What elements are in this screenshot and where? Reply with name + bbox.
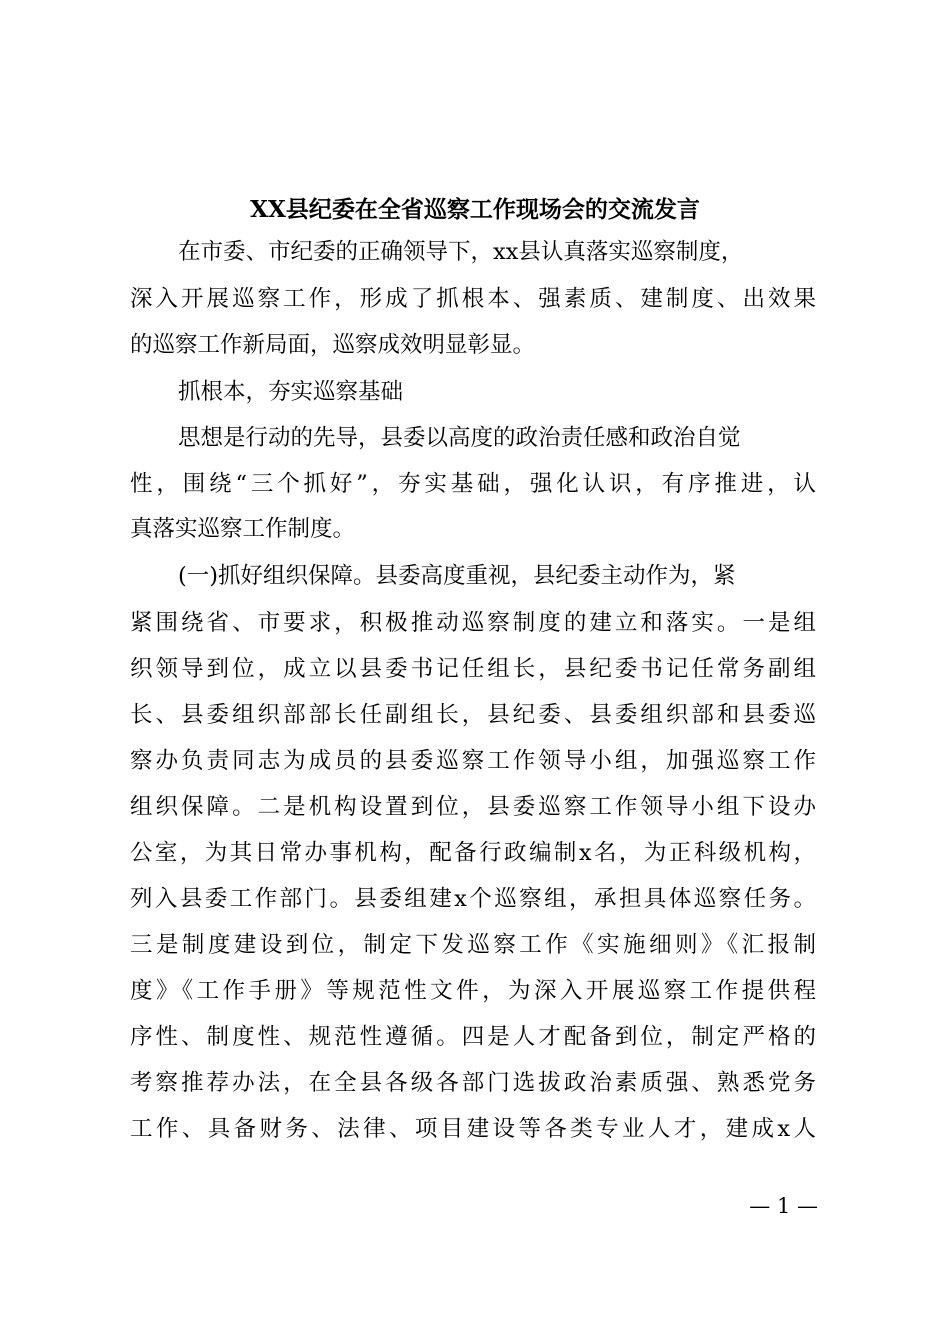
text-line: 在市委、市纪委的正确领导下，xx县认真落实巡察制度， — [178, 239, 744, 265]
section-heading: 抓根本，夯实巡察基础 — [178, 379, 404, 405]
text-line: 组织保障。二是机构设置到位，县委巡察工作领导小组下设办 — [130, 794, 816, 820]
text-line: 工作、具备财务、法律、项目建设等各类专业人才，建成x人 — [130, 1116, 816, 1142]
text-line: 三是制度建设到位，制定下发巡察工作《实施细则》《汇报制 — [130, 932, 816, 958]
text-line: 长、县委组织部部长任副组长，县纪委、县委组织部和县委巡 — [130, 702, 816, 728]
text-line: 察办负责同志为成员的县委巡察工作领导小组，加强巡察工作 — [130, 748, 816, 774]
text-line: 思想是行动的先导，县委以高度的政治责任感和政治自觉 — [178, 425, 741, 451]
page-number: — 1 — — [749, 1194, 818, 1218]
text-line: 性，围绕“三个抓好”，夯实基础，强化认识，有序推进，认 — [130, 471, 816, 497]
text-line: 列入县委工作部门。县委组建x个巡察组，承担具体巡察任务。 — [130, 886, 816, 912]
text-line: 度》《工作手册》等规范性文件，为深入开展巡察工作提供程 — [130, 978, 816, 1004]
text-line: 深入开展巡察工作，形成了抓根本、强素质、建制度、出效果 — [130, 286, 816, 312]
text-line: (一)抓好组织保障。县委高度重视，县纪委主动作为，紧 — [178, 563, 736, 589]
document-title: XX县纪委在全省巡察工作现场会的交流发言 — [250, 196, 700, 223]
text-line: 公室，为其日常办事机构，配备行政编制x名，为正科级机构， — [130, 840, 816, 866]
text-line: 织领导到位，成立以县委书记任组长，县纪委书记任常务副组 — [130, 656, 816, 682]
text-line: 真落实巡察工作制度。 — [130, 516, 356, 542]
text-line: 考察推荐办法，在全县各级各部门选拔政治素质强、熟悉党务 — [130, 1070, 816, 1096]
text-line: 序性、制度性、规范性遵循。四是人才配备到位，制定严格的 — [130, 1024, 816, 1050]
text-line: 的巡察工作新局面，巡察成效明显彰显。 — [130, 332, 536, 358]
text-line: 紧围绕省、市要求，积极推动巡察制度的建立和落实。一是组 — [130, 610, 816, 636]
